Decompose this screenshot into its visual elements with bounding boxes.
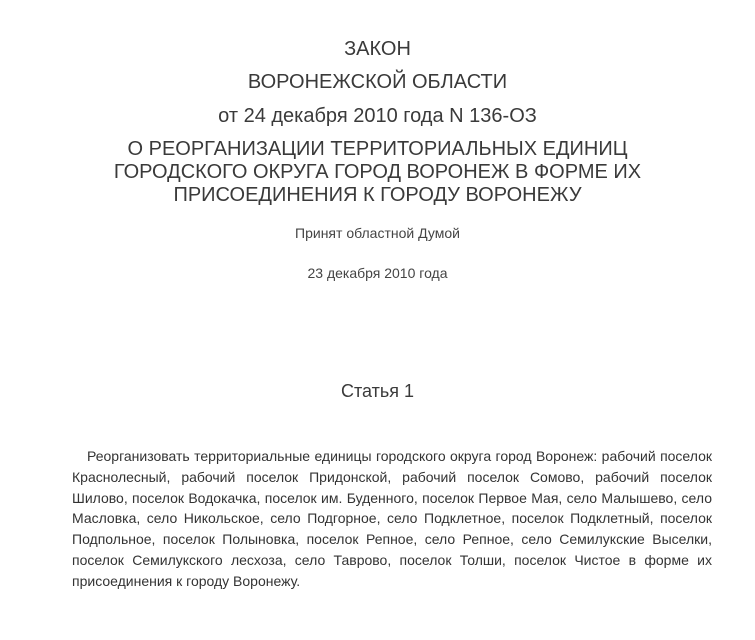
adopted-by-text: Принят областной Думой <box>295 225 460 241</box>
law-title: О РЕОРГАНИЗАЦИИ ТЕРРИТОРИАЛЬНЫХ ЕДИНИЦ ГОРОДСКОГО ОКРУГА ГОРОД ВОРОНЕЖ В ФОРМЕ ИХ ПРИСОЕДИНЕНИЯ К ГОРОДУ ВОРОНЕЖУ <box>113 138 642 206</box>
law-date-number: от 24 декабря 2010 года N 136-ОЗ <box>218 105 537 127</box>
law-type-heading: ЗАКОН <box>344 38 411 60</box>
article-title: Статья 1 <box>340 381 415 401</box>
article-paragraph: Реорганизовать территориальные единицы городского округа город Воронеж: рабочий поселок Краснолесный, рабочий поселок Придонской, рабочий поселок Сомово, рабочий поселок Шилово, поселок Водокачка, поселок им. Буденного, поселок Первое Мая, село Малышево, село Масловка, село Никольское, село Подгорное, село Подклетное, поселок Подклетный, поселок Подпольное, поселок Полыновка, поселок Репное, село Репное, село Семилукские Выселки, поселок Семилукского лесхоза, село Таврово, поселок Толши, поселок Чистое в форме их присоединения к городу Воронежу. <box>72 448 712 589</box>
law-region-heading: ВОРОНЕЖСКОЙ ОБЛАСТИ <box>247 71 508 93</box>
adopted-date-text: 23 декабря 2010 года <box>307 265 448 281</box>
